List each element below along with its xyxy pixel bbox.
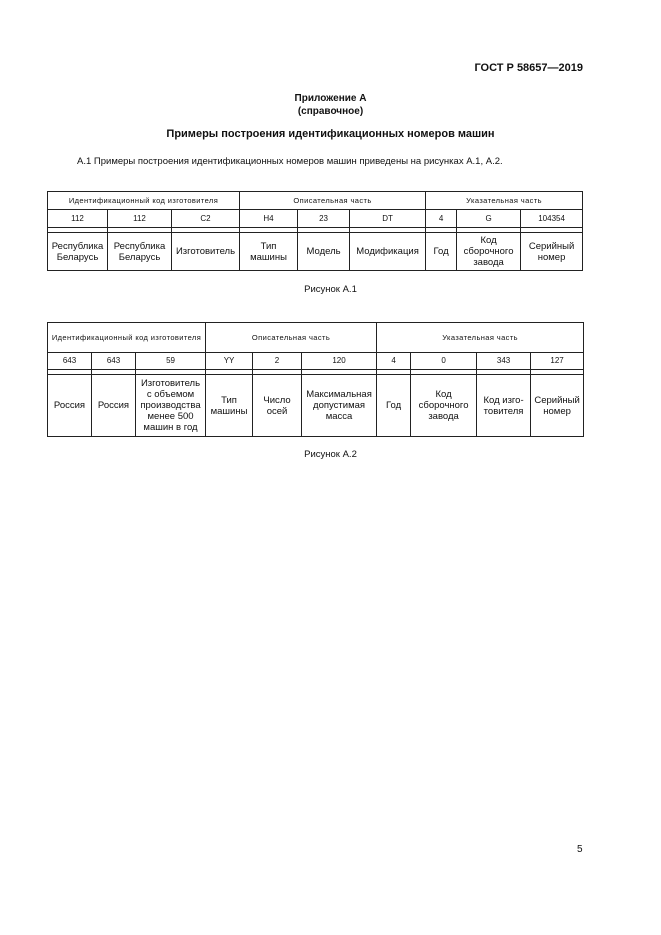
fig1-code-cell: 112 bbox=[108, 210, 172, 228]
fig2-label-cell: Россия bbox=[92, 375, 136, 437]
fig2-group-descriptive: Описательная часть bbox=[206, 323, 377, 353]
fig1-label-cell: Изготовитель bbox=[172, 233, 240, 271]
fig1-code-cell: 112 bbox=[48, 210, 108, 228]
fig2-code-cell: 643 bbox=[92, 353, 136, 370]
figure-a2-table bbox=[47, 322, 584, 437]
fig2-code-cell: 59 bbox=[136, 353, 206, 370]
fig1-code-cell: 104354 bbox=[521, 210, 583, 228]
fig1-label-cell: Код сборочного завода bbox=[457, 233, 521, 271]
fig2-code-cell: 4 bbox=[377, 353, 411, 370]
section-title: Примеры построения идентификационных номеров машин bbox=[166, 128, 495, 140]
fig1-label-cell: Тип машины bbox=[240, 233, 298, 271]
fig2-code-cell: 2 bbox=[253, 353, 302, 370]
fig1-label-cell: Республика Беларусь bbox=[108, 233, 172, 271]
fig1-group-manufacturer: Идентификационный код изготовителя bbox=[48, 192, 240, 210]
fig1-code-cell: С2 bbox=[172, 210, 240, 228]
fig1-code-cell: 23 bbox=[298, 210, 350, 228]
fig2-label-cell: Изготовитель с объемом производства менее 500 машин в год bbox=[136, 375, 206, 437]
fig2-code-cell: 643 bbox=[48, 353, 92, 370]
appendix-title: Приложение А bbox=[294, 93, 367, 104]
fig2-code-cell: 0 bbox=[411, 353, 477, 370]
figure-a2-caption: Рисунок А.2 bbox=[304, 449, 357, 460]
fig1-label-cell: Серийный номер bbox=[521, 233, 583, 271]
fig1-code-cell: Н4 bbox=[240, 210, 298, 228]
figure-a1-table bbox=[47, 191, 583, 271]
fig1-code-cell: 4 bbox=[426, 210, 457, 228]
figure-a1-caption: Рисунок А.1 bbox=[304, 284, 357, 295]
fig1-label-cell: Модель bbox=[298, 233, 350, 271]
fig2-label-cell: Код изго-товителя bbox=[477, 375, 531, 437]
fig2-code-cell: 120 bbox=[302, 353, 377, 370]
fig2-label-cell: Серийный номер bbox=[531, 375, 584, 437]
intro-paragraph: А.1 Примеры построения идентификационных номеров машин приведены на рисунках А.1, А.2. bbox=[77, 156, 503, 167]
fig2-label-cell: Россия bbox=[48, 375, 92, 437]
fig2-group-indicative: Указательная часть bbox=[377, 323, 584, 353]
fig1-code-cell: DT bbox=[350, 210, 426, 228]
fig2-label-cell: Год bbox=[377, 375, 411, 437]
fig2-label-cell: Число осей bbox=[253, 375, 302, 437]
fig2-label-cell: Код сборочного завода bbox=[411, 375, 477, 437]
fig2-code-cell: YY bbox=[206, 353, 253, 370]
fig1-label-cell: Республика Беларусь bbox=[48, 233, 108, 271]
fig2-label-cell: Тип машины bbox=[206, 375, 253, 437]
appendix-subtitle: (справочное) bbox=[297, 106, 364, 117]
fig1-group-indicative: Указательная часть bbox=[426, 192, 583, 210]
fig2-code-cell: 343 bbox=[477, 353, 531, 370]
fig2-code-cell: 127 bbox=[531, 353, 584, 370]
fig1-code-cell: G bbox=[457, 210, 521, 228]
fig1-label-cell: Год bbox=[426, 233, 457, 271]
fig2-group-manufacturer: Идентификационный код изготовителя bbox=[48, 323, 206, 353]
fig2-label-cell: Максимальная допустимая масса bbox=[302, 375, 377, 437]
page-number: 5 bbox=[577, 844, 583, 855]
appendix-heading bbox=[0, 92, 661, 118]
fig1-label-cell: Модификация bbox=[350, 233, 426, 271]
fig1-group-descriptive: Описательная часть bbox=[240, 192, 426, 210]
document-code: ГОСТ Р 58657—2019 bbox=[474, 62, 583, 74]
